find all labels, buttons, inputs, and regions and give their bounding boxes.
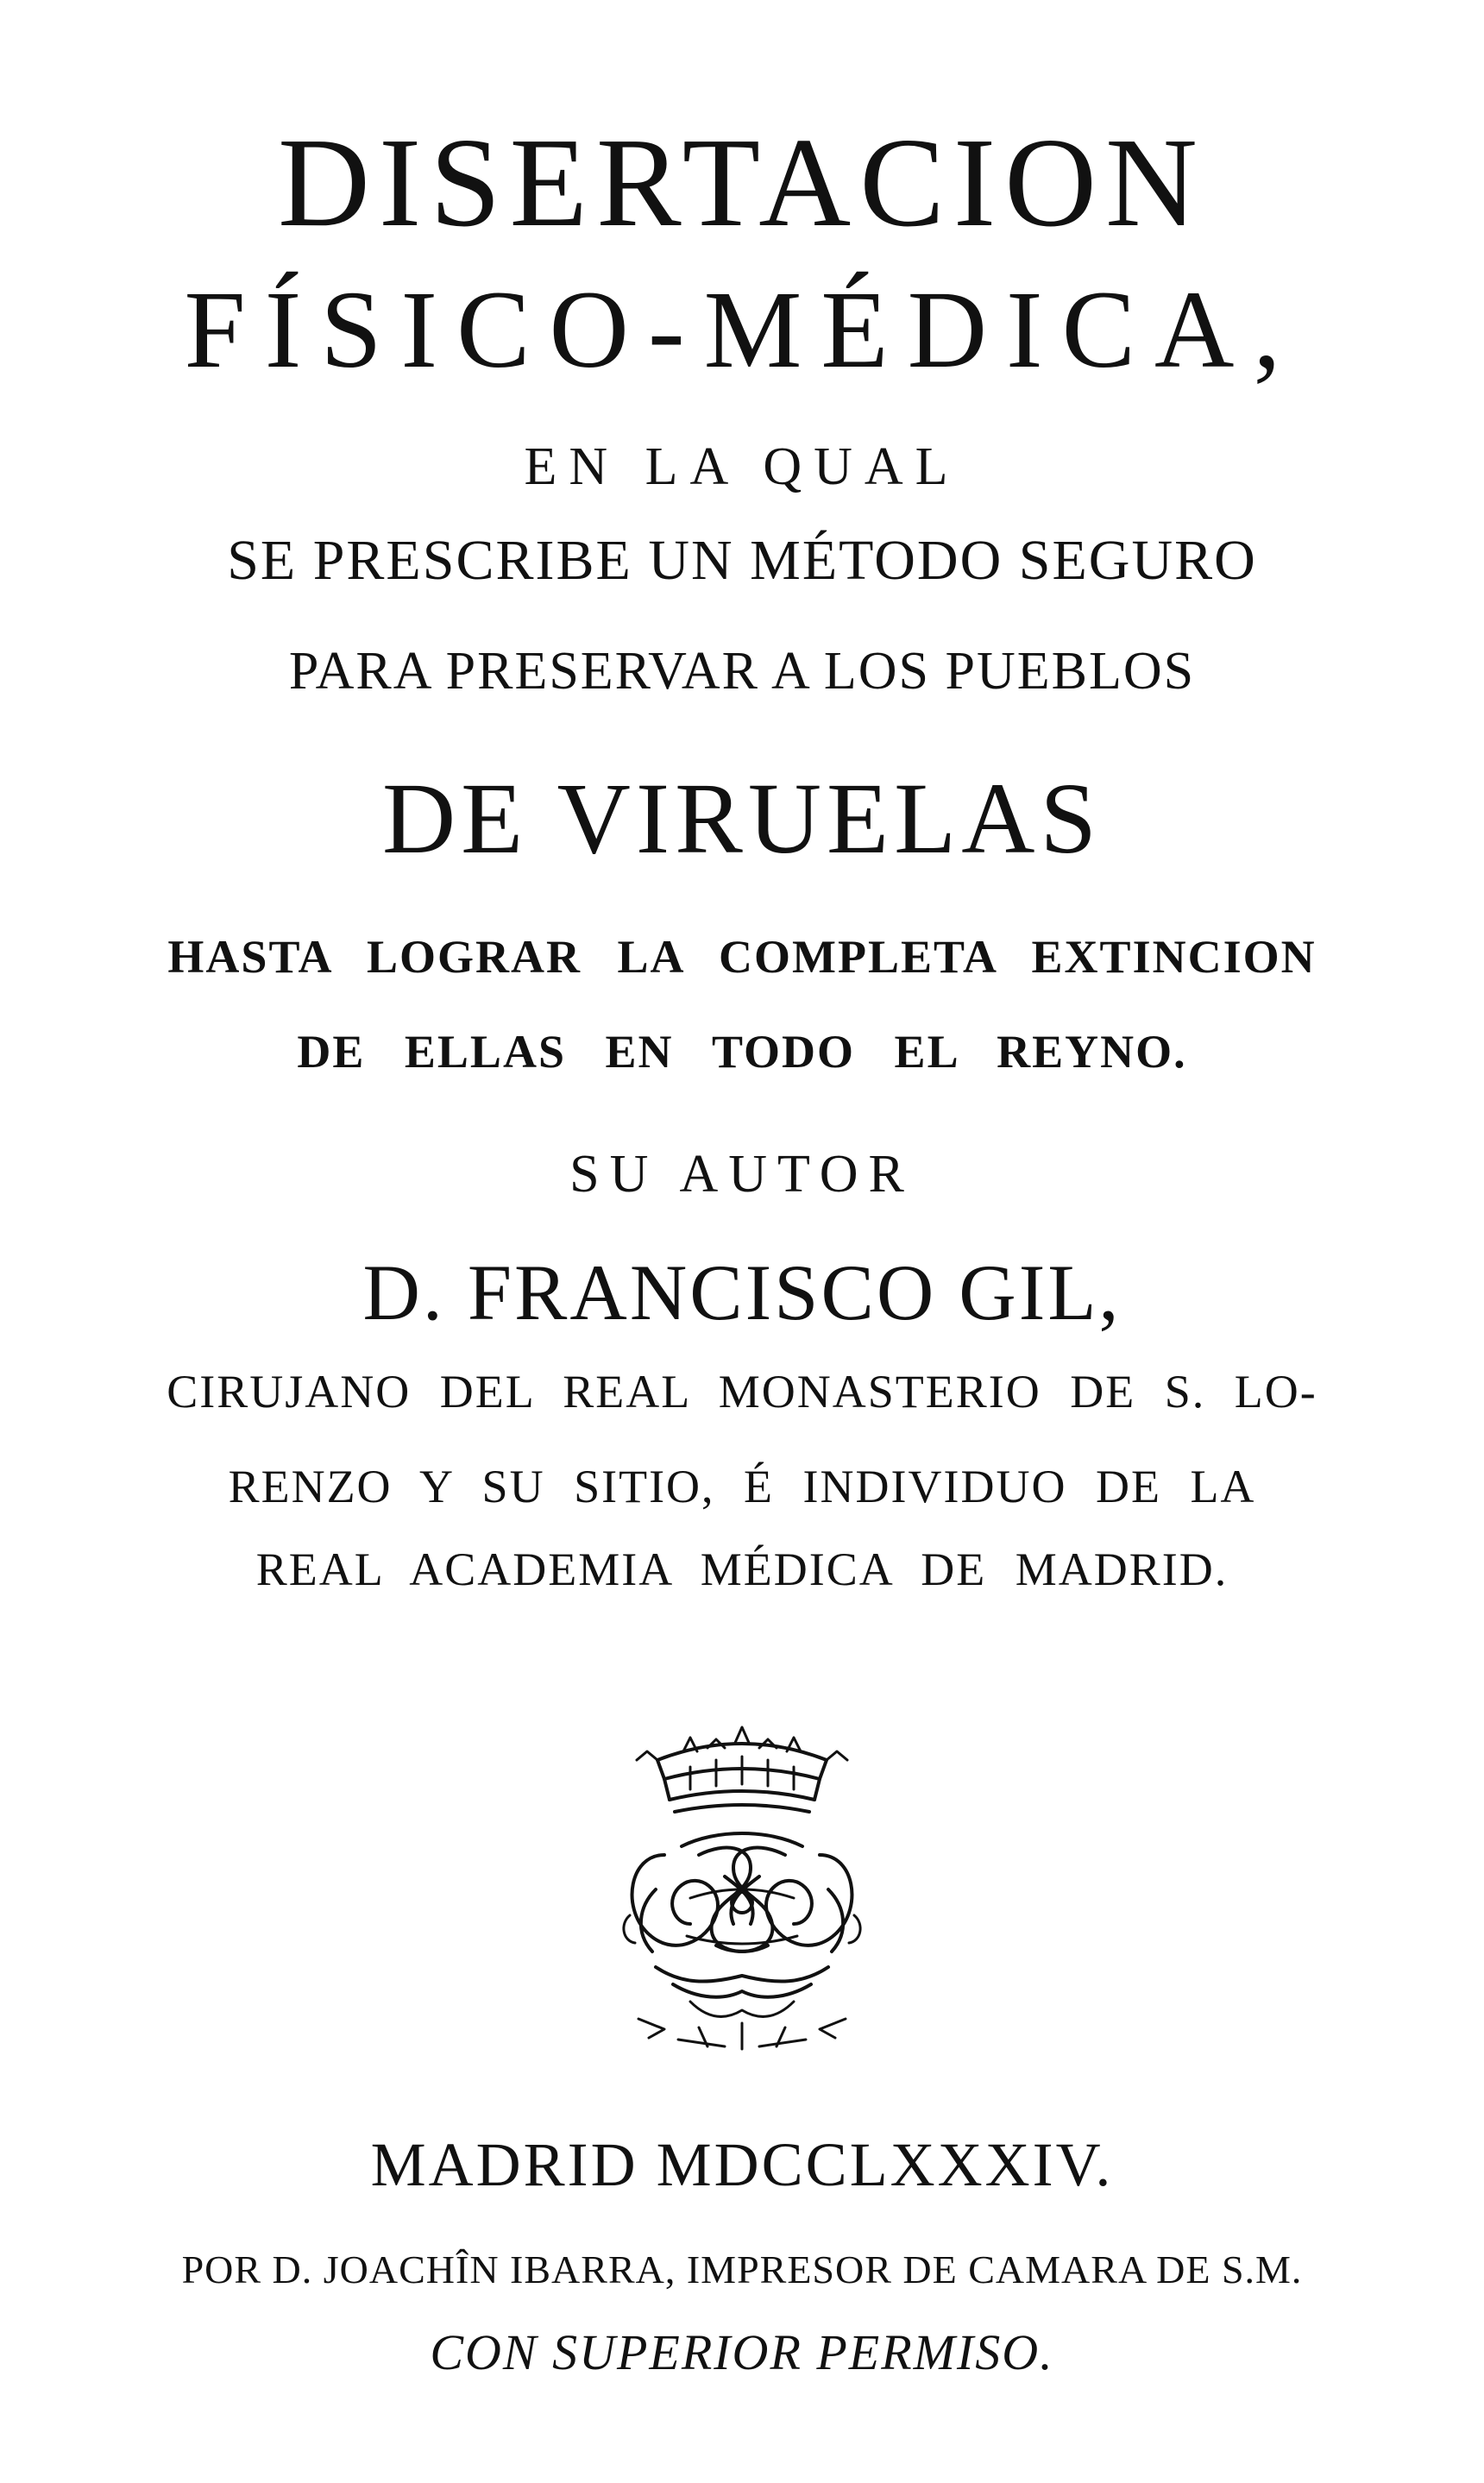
- author-role-line-3: REAL ACADEMIA MÉDICA DE MADRID.: [255, 1543, 1229, 1595]
- book-title: DISERTACION: [278, 112, 1206, 254]
- intro-phrase: EN LA QUAL: [524, 437, 960, 496]
- author-role-line-1: CIRUJANO DEL REAL MONASTERIO DE S. LO-: [167, 1366, 1317, 1418]
- book-subtitle: FÍSICO-MÉDICA,: [184, 268, 1300, 391]
- subject-heading: DE VIRUELAS: [381, 762, 1103, 875]
- author-label: SU AUTOR: [569, 1145, 915, 1204]
- crowned-monogram-emblem-icon: [604, 1726, 880, 2062]
- author-name: D. FRANCISCO GIL,: [362, 1248, 1122, 1336]
- imprint-printer: POR D. JOACHÎN IBARRA, IMPRESOR DE CAMARA DE S.M.: [181, 2247, 1303, 2291]
- imprint-permission: CON SUPERIOR PERMISO.: [430, 2324, 1054, 2380]
- imprint-place-year: MADRID MDCCLXXXIV.: [370, 2130, 1114, 2199]
- description-line-ellas: DE ELLAS EN TODO EL REYNO.: [297, 1026, 1187, 1078]
- description-line-prescribe: SE PRESCRIBE UN MÉTODO SEGURO: [227, 529, 1257, 592]
- description-line-hasta: HASTA LOGRAR LA COMPLETA EXTINCION: [167, 931, 1317, 983]
- author-role-line-2: RENZO Y SU SITIO, É INDIVIDUO DE LA: [228, 1461, 1256, 1512]
- description-line-preservar: PARA PRESERVAR A LOS PUEBLOS: [288, 642, 1196, 701]
